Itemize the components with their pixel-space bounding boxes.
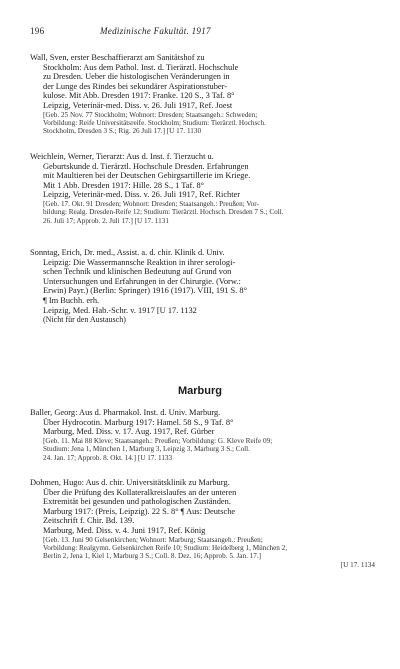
entry-line: kulose. Mit Abb. Dresden 1917: Franke. 120 S., 3 Taf. 8° [43, 91, 235, 101]
entry-line: Weichlein, Werner, Tierarzt: Aus d. Inst. f. Tierzucht u. [30, 152, 214, 161]
entry-line: Geburtskunde d. Tierärztl. Hochschule Dresden. Erfahrungen [43, 161, 249, 171]
entry-line: der Lunge des Rindes bei sekundärer Aspirationstuber- [43, 81, 228, 91]
entry-line: schen Technik und klinischen Bedeutung auf Grund von [43, 267, 232, 277]
entry-meta: Studium: Jena 1, München 1, Marburg 3, Leipzig 3, Marburg 3 S.; Coll. [43, 445, 250, 454]
entry-line: Extremität bei gesunden und pathologischen Zuständen. [43, 497, 231, 507]
entry-line: Wall, Sven, erster Beschaffierarzt am Sanitätshof zu [30, 53, 205, 62]
entry-weichlein [30, 152, 375, 225]
entry-meta: [Geb. 11. Mai 88 Kleve; Staatsangeh.: Preußen; Vorbildung: G. Kleve Reife 09; [43, 436, 273, 445]
entry-line: zu Dresden. Ueber die histologischen Veränderungen in [43, 72, 230, 82]
entry-note: (Nicht für den Austausch) [43, 315, 126, 325]
entry-line: Leipzig, Med. Hab.-Schr. v. 1917 [U 17. 1132 [43, 305, 197, 315]
entry-meta: Vorbildung: Reife Universitätsreife. Stockholm; Studium: Tierärztl. Hochsch. [43, 118, 266, 127]
page-number: 196 [30, 26, 45, 36]
entry-line: Baller, Georg: Aus d. Pharmakol. Inst. d. Univ. Marburg. [30, 408, 221, 417]
entry-line: Sonntag, Erich, Dr. med., Assist. a. d. chir. Klinik d. Univ. [30, 248, 225, 257]
entry-line: Zeitschrift f. Chir. Bd. 139. [43, 516, 135, 526]
entry-line: Leipzig, Veterinär-med. Diss. v. 26. Juli 1917, Ref. Joest [43, 100, 233, 110]
entry-line: Mit 1 Abb. Dresden 1917: Hille. 28 S., 1 Taf. 8° [43, 180, 205, 190]
entry-sonntag [30, 248, 375, 325]
section-heading: Marburg [178, 385, 222, 397]
entry-line: Untersuchungen und Erfahrungen in der Chirurgie. (Vorw.: [43, 276, 241, 286]
entry-dohmen [30, 478, 375, 569]
entry-meta: [Geb. 17. Okt. 91 Dresden; Wohnort: Dresden; Staatsangeh.: Preußen; Vor- [43, 199, 259, 208]
entry-meta: Vorbildung: Realgymn. Gelsenkirchen Reife 10; Studium: Heidelberg 1, München 2, [43, 543, 288, 552]
entry-meta: 26. Juli 17; Approb. 2. Juli 17.] [U 17. 1131 [43, 216, 169, 225]
entry-line: Leipzig, Veterinär-med. Diss. v. 26. Juli 1917, Ref. Richter [43, 190, 241, 200]
entry-line: Dohmen, Hugo: Aus d. chir. Universitätsklinik zu Marburg. [30, 478, 230, 487]
entry-line: Erwin) Payr.) (Berlin: Springer) 1916 (1917). VIII, 191 S. 8° [43, 286, 247, 296]
entry-line: Leipzig: Die Wassermannsche Reaktion in ihrer serologi- [43, 257, 236, 267]
entry-line: Stockholm: Aus dem Pathol. Inst. d. Tierärztl. Hochschule [43, 62, 239, 72]
entry-line: Über die Prüfung des Kollateralkreislaufes an der unteren [43, 487, 237, 497]
entry-wall [30, 53, 375, 136]
entry-meta: bildung: Realg. Dresden-Reife 12; Studium: Tierärztl. Hochsch. Dresden 7 S.; Coll. [43, 208, 284, 217]
running-title: Medizinische Fakultät. 1917 [100, 26, 211, 36]
entry-line: Marburg, Med. Diss. v. 17. Aug. 1917, Ref. Gürber [43, 427, 215, 437]
entry-line: Marburg, Med. Diss. v. 4. Juni 1917, Ref. König [43, 525, 206, 535]
entry-meta: Berlin 2, Jena 1, Kiel 1, Marburg 3 S.; Coll. 8. Dez. 16; Approb. 5. Jan. 17.] [43, 552, 262, 561]
entry-baller [30, 408, 375, 462]
entry-line: mit Maultieren bei der Deutschen Gebirgsartillerie im Kriege. [43, 171, 251, 181]
entry-line: ¶ Im Buchh. erh. [43, 295, 100, 305]
page-header [30, 26, 370, 38]
entry-line: Über Hydrocotin. Marburg 1917: Hamel. 58 S., 9 Taf. 8° [43, 417, 234, 427]
entry-meta: [Geb. 25 Nov. 77 Stockholm; Wohnort: Dresden; Staatsangeh.: Schweden; [43, 110, 258, 119]
entry-meta: [U 17. 1134 [340, 560, 375, 569]
entry-meta: Stockholm, Dresden 3 S.; Rig. 26 Juli 17.] [U 17. 1130 [43, 127, 202, 136]
entry-meta: 24. Jan. 17; Approb. 8. Okt. 14.] [U 17. 1133 [43, 453, 173, 462]
entry-meta: [Geb. 13. Juni 90 Gelsenkirchen; Wohnort: Marburg; Staatsangeh.: Preußen; [43, 535, 263, 544]
entry-line: Marburg 1917: (Preis, Leipzig). 22 S. 8° ¶ Aus: Deutsche [43, 506, 236, 516]
